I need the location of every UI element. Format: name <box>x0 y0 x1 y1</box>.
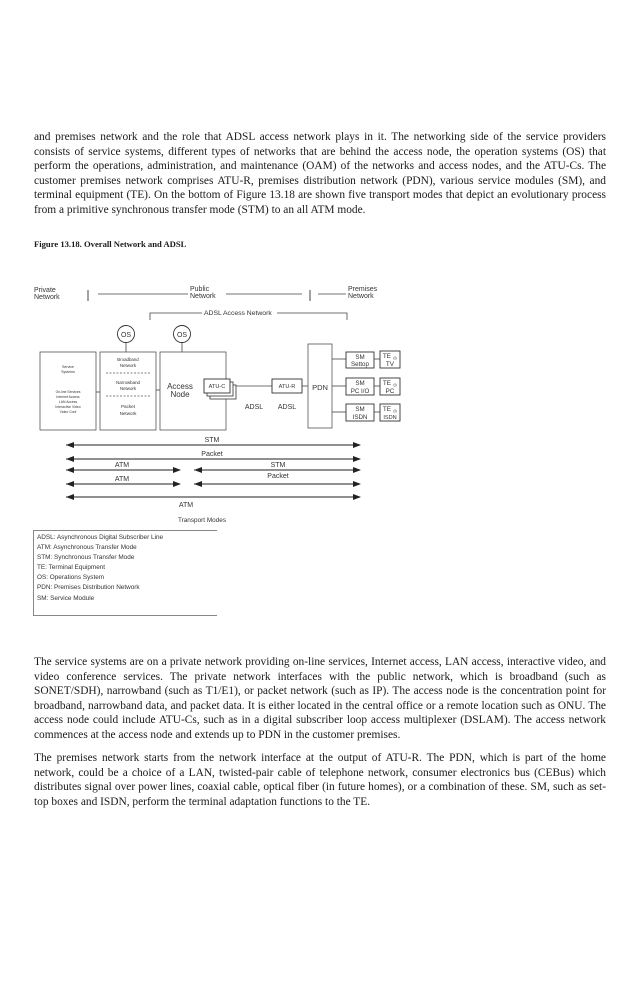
svg-text:ISDN: ISDN <box>383 415 397 421</box>
svg-text:Interactive Video: Interactive Video <box>55 405 81 409</box>
svg-text:PC: PC <box>385 388 395 395</box>
public-network-label: Public <box>190 286 210 293</box>
svg-text:Node: Node <box>170 390 190 399</box>
atm-label-1: ATM <box>114 462 130 469</box>
svg-text:Systems: Systems <box>61 370 75 374</box>
public-network-label-2: Network <box>190 293 216 300</box>
paragraph-service-systems: The service systems are on a private network providing on-line services, Internet access, LAN access, interactive video, and video conference services. The private network interfaces with the public network, which is broadband (such as SONET/SDH), narrowband (such as T1/E1), or packet network (such as IP). The access node is the concentration point for broadband, narrowband data, and packet data. It is either located in the central office or a remote location such as ONU. The access node could include ATU-Cs, such as in a digital subscriber loop access multiplexer (DSLAM). The access network commences at the access node and extends up to PDN in the customer premises. <box>34 656 606 741</box>
svg-text:TV: TV <box>385 361 395 368</box>
svg-text:TE: TE <box>382 380 392 387</box>
premises-network-label-2: Network <box>348 293 374 300</box>
transport-modes-label: Transport Modes <box>177 517 227 524</box>
svg-text:SM: SM <box>355 354 365 361</box>
svg-text:ISDN: ISDN <box>352 414 368 421</box>
svg-text:SM: SM <box>355 380 365 387</box>
atu-r-label: ATU-R <box>278 384 296 390</box>
sm-isdn <box>332 404 400 421</box>
svg-text:Internet Access: Internet Access <box>56 395 80 399</box>
legend-item: SM: Service Module <box>37 594 95 602</box>
adsl-access-label: ADSL Access Network <box>204 310 272 317</box>
svg-text:TE: TE <box>382 353 392 360</box>
adsl-label-left: ADSL <box>244 404 264 411</box>
figure-legend <box>33 530 217 616</box>
premises-network-label: Premises <box>348 286 378 293</box>
svg-text:Settop: Settop <box>351 361 369 368</box>
svg-text:Network: Network <box>119 411 137 416</box>
os-label-2: OS <box>176 332 188 339</box>
svg-text:Network: Network <box>119 386 137 391</box>
legend-item: PDN: Premises Distribution Network <box>37 584 140 592</box>
sm-settop <box>332 351 400 368</box>
svg-text:Video Conf: Video Conf <box>59 410 77 414</box>
svg-text:SM: SM <box>355 406 365 413</box>
adsl-label-right: ADSL <box>277 404 297 411</box>
sm-pc-io <box>332 378 400 395</box>
svg-text:PC I/O: PC I/O <box>350 388 370 395</box>
legend-item: ATM: Asynchronous Transfer Mode <box>37 544 137 552</box>
svg-text:Packet: Packet <box>120 404 136 409</box>
svg-text:Broadband: Broadband <box>117 357 139 362</box>
paragraph-intro: and premises network and the role that ADSL access network plays in it. The networking side of the service providers consists of service systems, different types of networks that are behind the access node, the operation systems (OS) that perform the operations, administration, and maintenance (OAM) of the networks and access nodes, and the ATU-Cs. The customer premises network comprises ATU-R, premises distribution network (PDN), various service modules (SM), and terminal equipment (TE). On the bottom of Figure 13.18 are shown five transport modes that depict an evolutionary process from a primitive synchronous transfer mode (STM) to an all ATM mode. <box>34 131 606 216</box>
svg-text:(i): (i) <box>393 383 397 387</box>
svg-text:TE: TE <box>382 406 392 413</box>
packet-label-top: Packet <box>201 451 223 458</box>
svg-text:On-line Services: On-line Services <box>55 390 81 394</box>
legend-item: OS: Operations System <box>37 574 105 582</box>
stm-label-right: STM <box>270 462 286 469</box>
stm-label-top: STM <box>204 437 220 444</box>
legend-item: ADSL: Asynchronous Digital Subscriber Line <box>37 534 164 541</box>
pdn-label: PDN <box>312 383 328 392</box>
legend-item: STM: Synchronous Transfer Mode <box>37 554 135 562</box>
svg-text:(i): (i) <box>393 409 397 413</box>
private-network-label-2: Network <box>34 294 60 301</box>
svg-text:LAN Access: LAN Access <box>58 400 78 404</box>
figure-caption: Figure 13.18. Overall Network and ADSL <box>34 239 187 249</box>
svg-text:Narrowband: Narrowband <box>116 380 140 385</box>
os-label-1: OS <box>120 332 132 339</box>
paragraph-premises-network: The premises network starts from the network interface at the output of ATU-R. The PDN, which is part of the home network, could be a choice of a LAN, twisted-pair cable of telephone network, consumer electronics bus (CEBus) which distributes signal over power lines, coaxial cable, optical fiber (in future homes), or a combination of these. SM, such as set-top boxes and ISDN, perform the terminal adaptation functions to the TE. <box>34 752 606 808</box>
packet-label-right: Packet <box>267 473 289 480</box>
atm-label-2: ATM <box>114 476 130 483</box>
legend-item: TE: Terminal Equipment <box>37 564 106 572</box>
svg-text:(i): (i) <box>393 356 397 360</box>
svg-text:Access: Access <box>167 382 193 391</box>
svg-text:Service: Service <box>62 365 74 369</box>
svg-text:Network: Network <box>119 363 137 368</box>
atu-c-label: ATU-C <box>208 384 226 390</box>
private-network-label: Private <box>34 287 56 294</box>
atm-label-full: ATM <box>178 502 194 509</box>
